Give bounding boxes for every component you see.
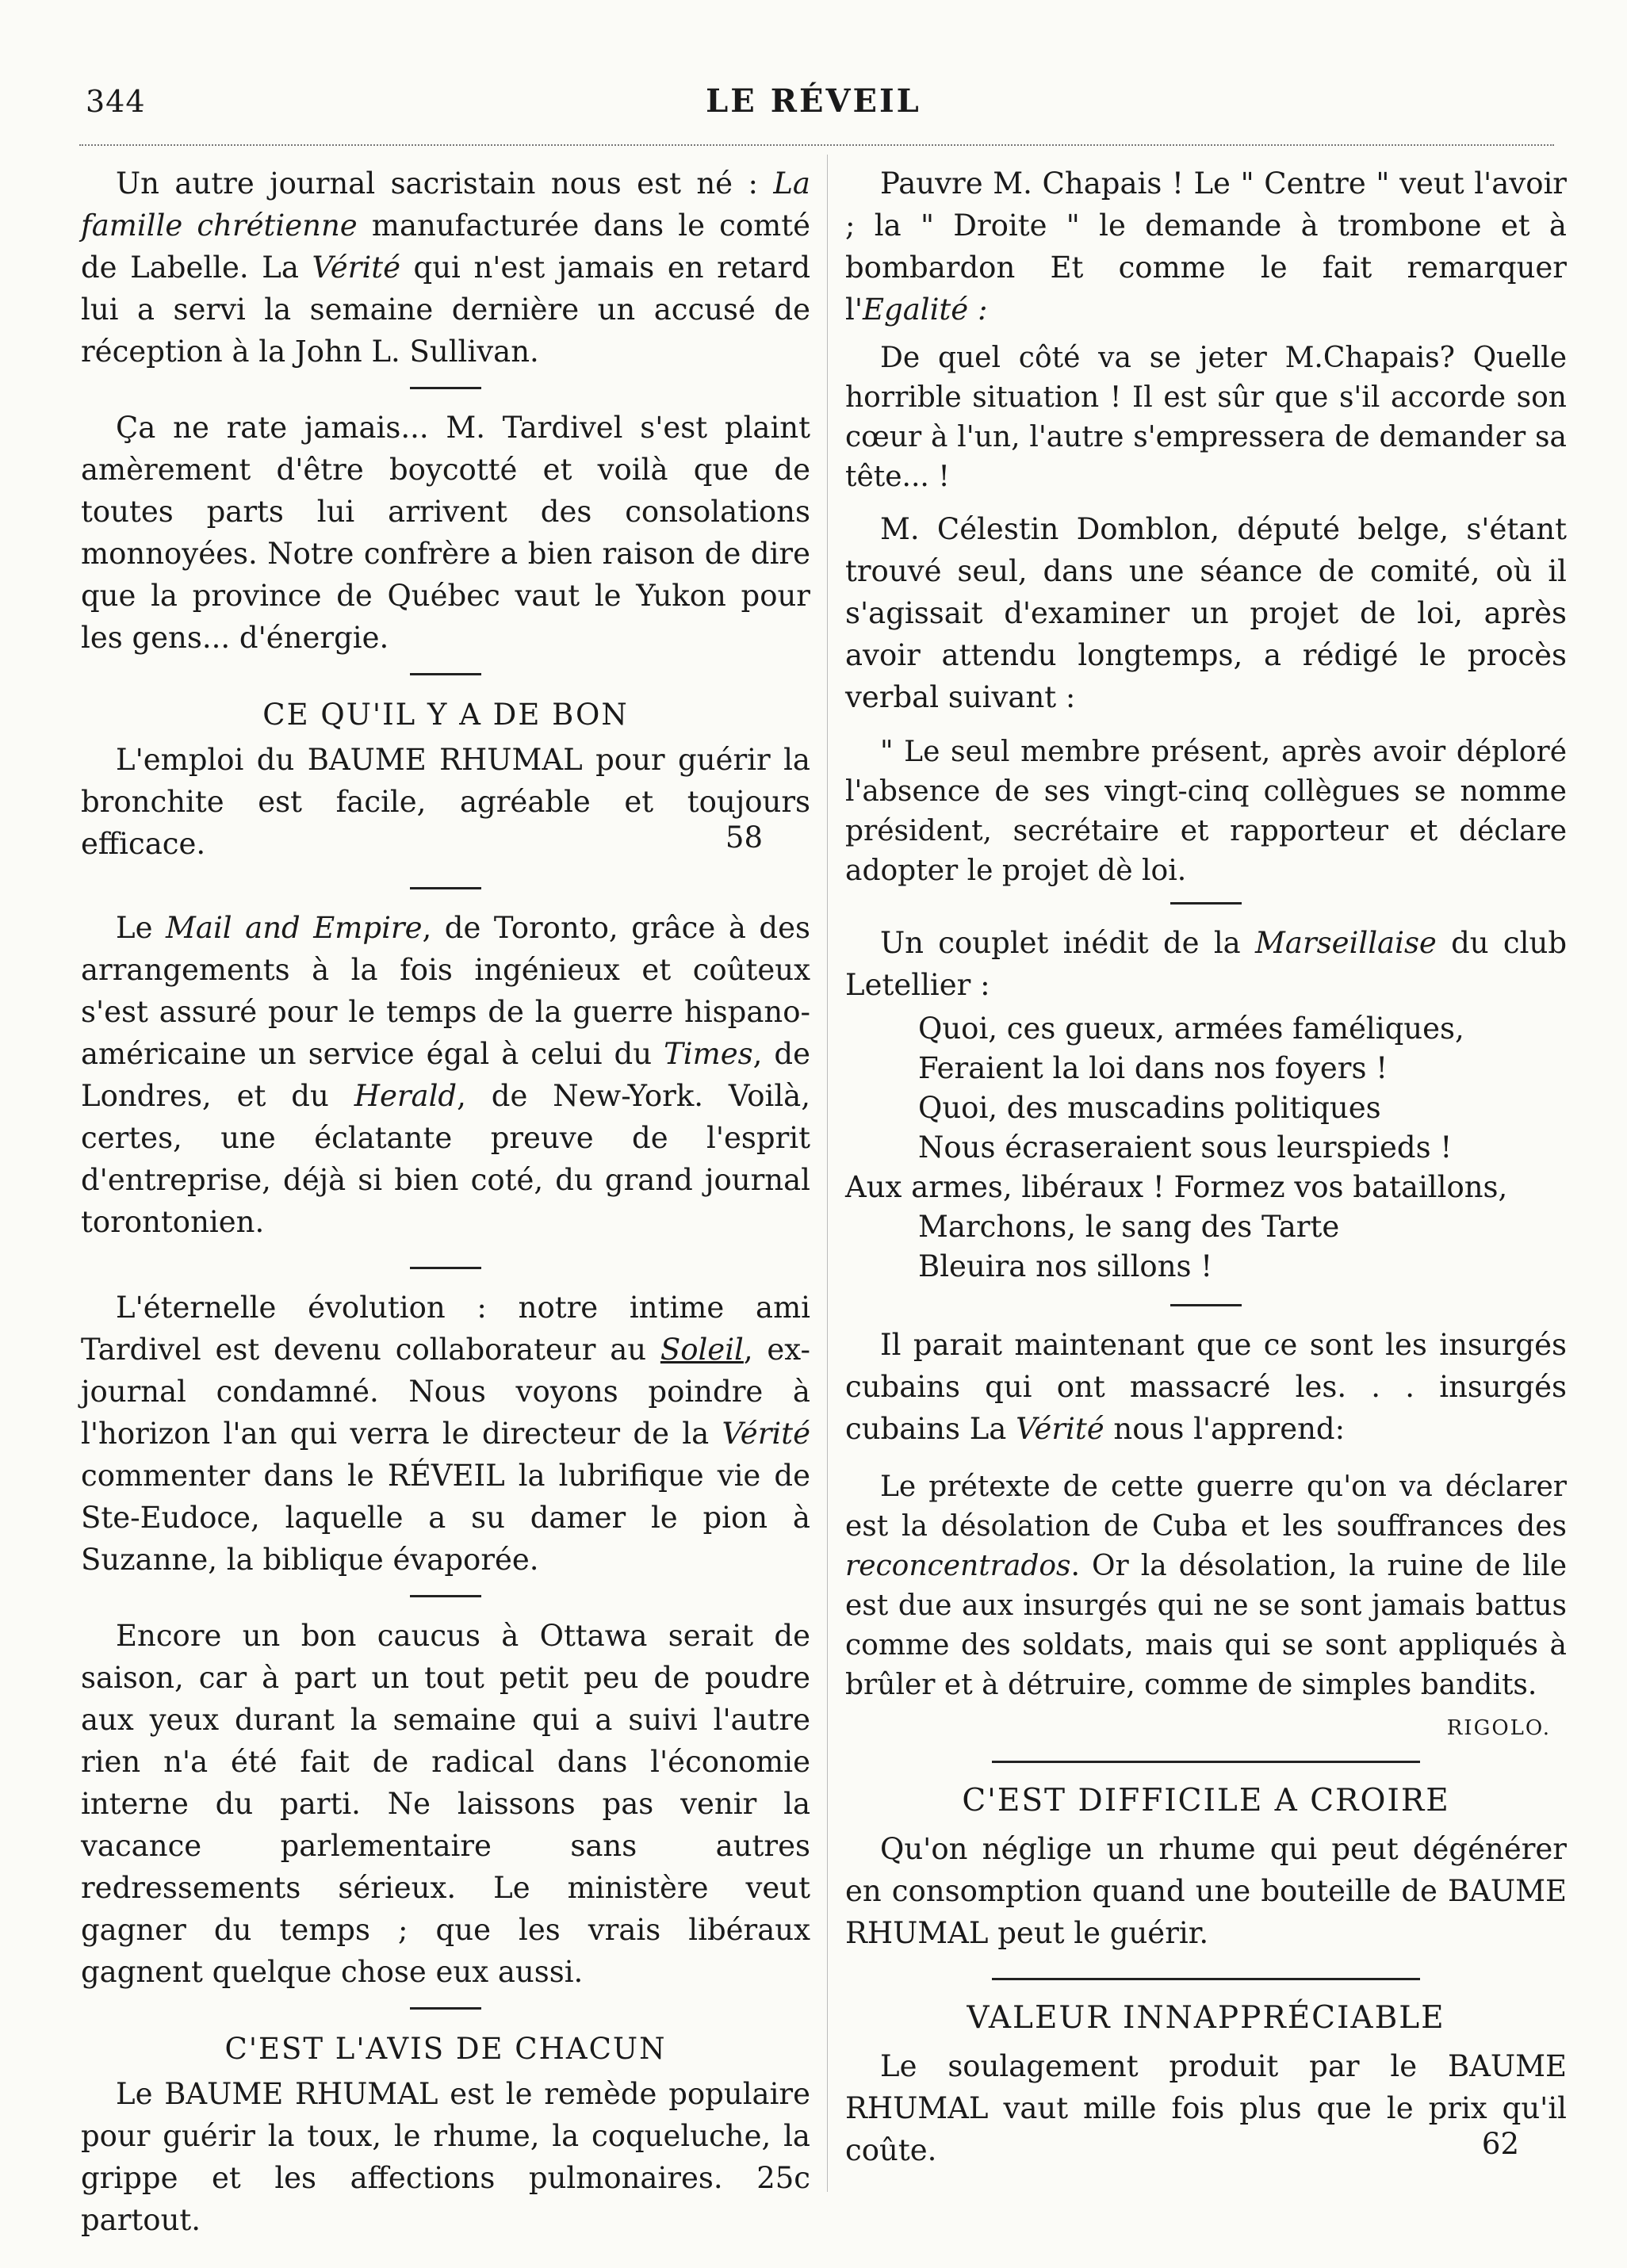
- article-insurges-cubains: Il parait maintenant que ce sont les insurgés cubains qui ont massacré les. . . insurgés cubains La Vérité nous l'apprend:: [845, 1328, 1567, 1446]
- advert-cest-lavis-de-chacun: [81, 2027, 810, 2241]
- article-caucus-ottawa: Encore un bon caucus à Ottawa serait de saison, car à part un tout petit peu de poudre aux yeux durant la semaine qui a suivi l'autre rien n'a été fait de radical dans l'économie interne du parti. Ne laissons pas venir la vacance parlementaire sans autres redressements sérieux. Le ministère veut gagner du temps ; que les vrais libéraux gagnent quelque chose eux aussi.: [81, 1619, 810, 1989]
- separator-rule: [410, 2007, 481, 2010]
- separator-rule: [410, 673, 481, 675]
- advert-heading: C'EST DIFFICILE A CROIRE: [962, 1783, 1450, 1819]
- advert-text: Le soulagement produit par le BAUME RHUMAL vaut mille fois plus que le prix qu'il coûte.: [845, 2049, 1567, 2167]
- article-mail-and-empire: Le Mail and Empire, de Toronto, grâce à des arrangements à la fois ingénieux et coûteux s'est assuré pour le temps de la guerre hispano-américaine un service égal à celui du Times, de Londres, et du Herald, de New-York. Voilà, certes, une éclatante preuve de l'esprit d'entreprise, déjà si bien coté, du grand journal torontonien.: [81, 911, 811, 1239]
- advert-text: Qu'on néglige un rhume qui peut dégénérer en consomption quand une bouteille de BAUME RHUMAL peut le guérir.: [845, 1832, 1567, 1950]
- article-tardivel-boycott: Ça ne rate jamais... M. Tardivel s'est plaint amèrement d'être boycotté et voilà que de toutes parts lui arrivent des consolations monnoyées. Notre confrère a bien raison de dire que la province de Québec vaut le Yukon pour les gens... d'énergie.: [81, 411, 810, 655]
- advert-valeur-innappreciable: VALEUR INNAPPRÉCIABLE Le soulagement produit par le BAUME RHUMAL vaut mille fois plus que le prix qu'il coûte. 62: [845, 1995, 1567, 2171]
- poem-line: Bleuira nos sillons !: [918, 1249, 1213, 1283]
- separator-rule: [410, 887, 481, 889]
- poem-line: Quoi, des muscadins politiques: [918, 1091, 1381, 1125]
- advert-text: L'emploi du BAUME RHUMAL pour guérir la bronchite est facile, agréable et toujours efficace.: [81, 743, 810, 861]
- signature: RIGOLO.: [1446, 1716, 1551, 1740]
- column-divider: [827, 155, 828, 2192]
- poem-line: Marchons, le sang des Tarte: [918, 1210, 1340, 1244]
- article-famille-chretienne: Un autre journal sacristain nous est né : La famille chrétienne manufacturée dans le comté de Labelle. La Vérité qui n'est jamais en retard lui a servi la semaine dernière un accusé de réception à la John L. Sullivan.: [81, 166, 811, 369]
- separator-rule: [410, 1595, 481, 1597]
- page-header: [0, 79, 1627, 127]
- right-column: [845, 163, 1567, 2171]
- separator-rule-long: [992, 1761, 1420, 1763]
- quote-proces-verbal: " Le seul membre présent, après avoir déploré l'absence de ses vingt-cinq collègues se nomme président, secrétaire et rapporteur et déclare adopter le projet dè loi.: [845, 736, 1567, 887]
- article-domblon: M. Célestin Domblon, député belge, s'étant trouvé seul, dans une séance de comité, où il s'agissait d'examiner un projet de loi, après avoir attendu longtemps, a rédigé le procès verbal suivant :: [845, 512, 1567, 714]
- poem-line: Feraient la loi dans nos foyers !: [918, 1051, 1388, 1085]
- separator-rule: [1170, 902, 1242, 905]
- separator-rule: [410, 387, 481, 389]
- separator-rule: [410, 1267, 481, 1269]
- advert-heading: CE QU'IL Y A DE BON: [262, 698, 629, 732]
- advert-difficile-a-croire: [845, 1777, 1567, 1954]
- separator-rule: [1170, 1304, 1242, 1306]
- poem-line: Quoi, ces gueux, armées faméliques,: [918, 1012, 1464, 1046]
- advert-ce-quil-y-a-de-bon: CE QU'IL Y A DE BON L'emploi du BAUME RHUMAL pour guérir la bronchite est facile, agréable et toujours efficace. 58: [81, 693, 810, 865]
- left-column: [81, 163, 810, 2241]
- quote-egalite: De quel côté va se jeter M.Chapais? Quelle horrible situation ! Il est sûr que s'il accorde son cœur à l'un, l'autre s'empressera de demander sa tête... !: [845, 342, 1567, 493]
- page-number: 344: [86, 84, 146, 119]
- advert-heading: VALEUR INNAPPRÉCIABLE: [967, 2000, 1445, 2036]
- separator-rule-long: [992, 1978, 1420, 1980]
- quote-verite-cuba: Le prétexte de cette guerre qu'on va déclarer est la désolation de Cuba et les souffrances des reconcentrados. Or la désolation, la ruine de lile est due aux insurgés qui ne se sont jamais battus comme des soldats, mais qui se sont appliqués à brûler et à détruire, comme de simples bandits.: [845, 1471, 1567, 1701]
- journal-title: LE RÉVEIL: [706, 82, 921, 120]
- poem-marseillaise: [845, 1009, 1567, 1287]
- article-eternelle-evolution: L'éternelle évolution : notre intime ami Tardivel est devenu collaborateur au Soleil, ex-journal condamné. Nous voyons poindre à l'horizon l'an qui verra le directeur de la Vérité commenter dans le RÉVEIL la lubrifique vie de Ste-Eudoce, laquelle a su damer le pion à Suzanne, la biblique évaporée.: [81, 1291, 810, 1577]
- advert-heading: C'EST L'AVIS DE CHACUN: [224, 2032, 667, 2066]
- poem-line: Nous écraseraient sous leurspieds !: [918, 1130, 1453, 1165]
- advert-text: Le BAUME RHUMAL est le remède populaire pour guérir la toux, le rhume, la coqueluche, la grippe et les affections pulmonaires. 25c partout.: [81, 2077, 810, 2237]
- article-pauvre-chapais: Pauvre M. Chapais ! Le " Centre " veut l'avoir ; la " Droite " le demande à trombone et à bombardon Et comme le fait remarquer l'Egalité :: [845, 166, 1567, 327]
- article-marseillaise-intro: Un couplet inédit de la Marseillaise du club Letellier :: [845, 926, 1568, 1002]
- poem-line: Aux armes, libéraux ! Formez vos bataillons,: [845, 1170, 1508, 1204]
- header-rule: [79, 144, 1554, 146]
